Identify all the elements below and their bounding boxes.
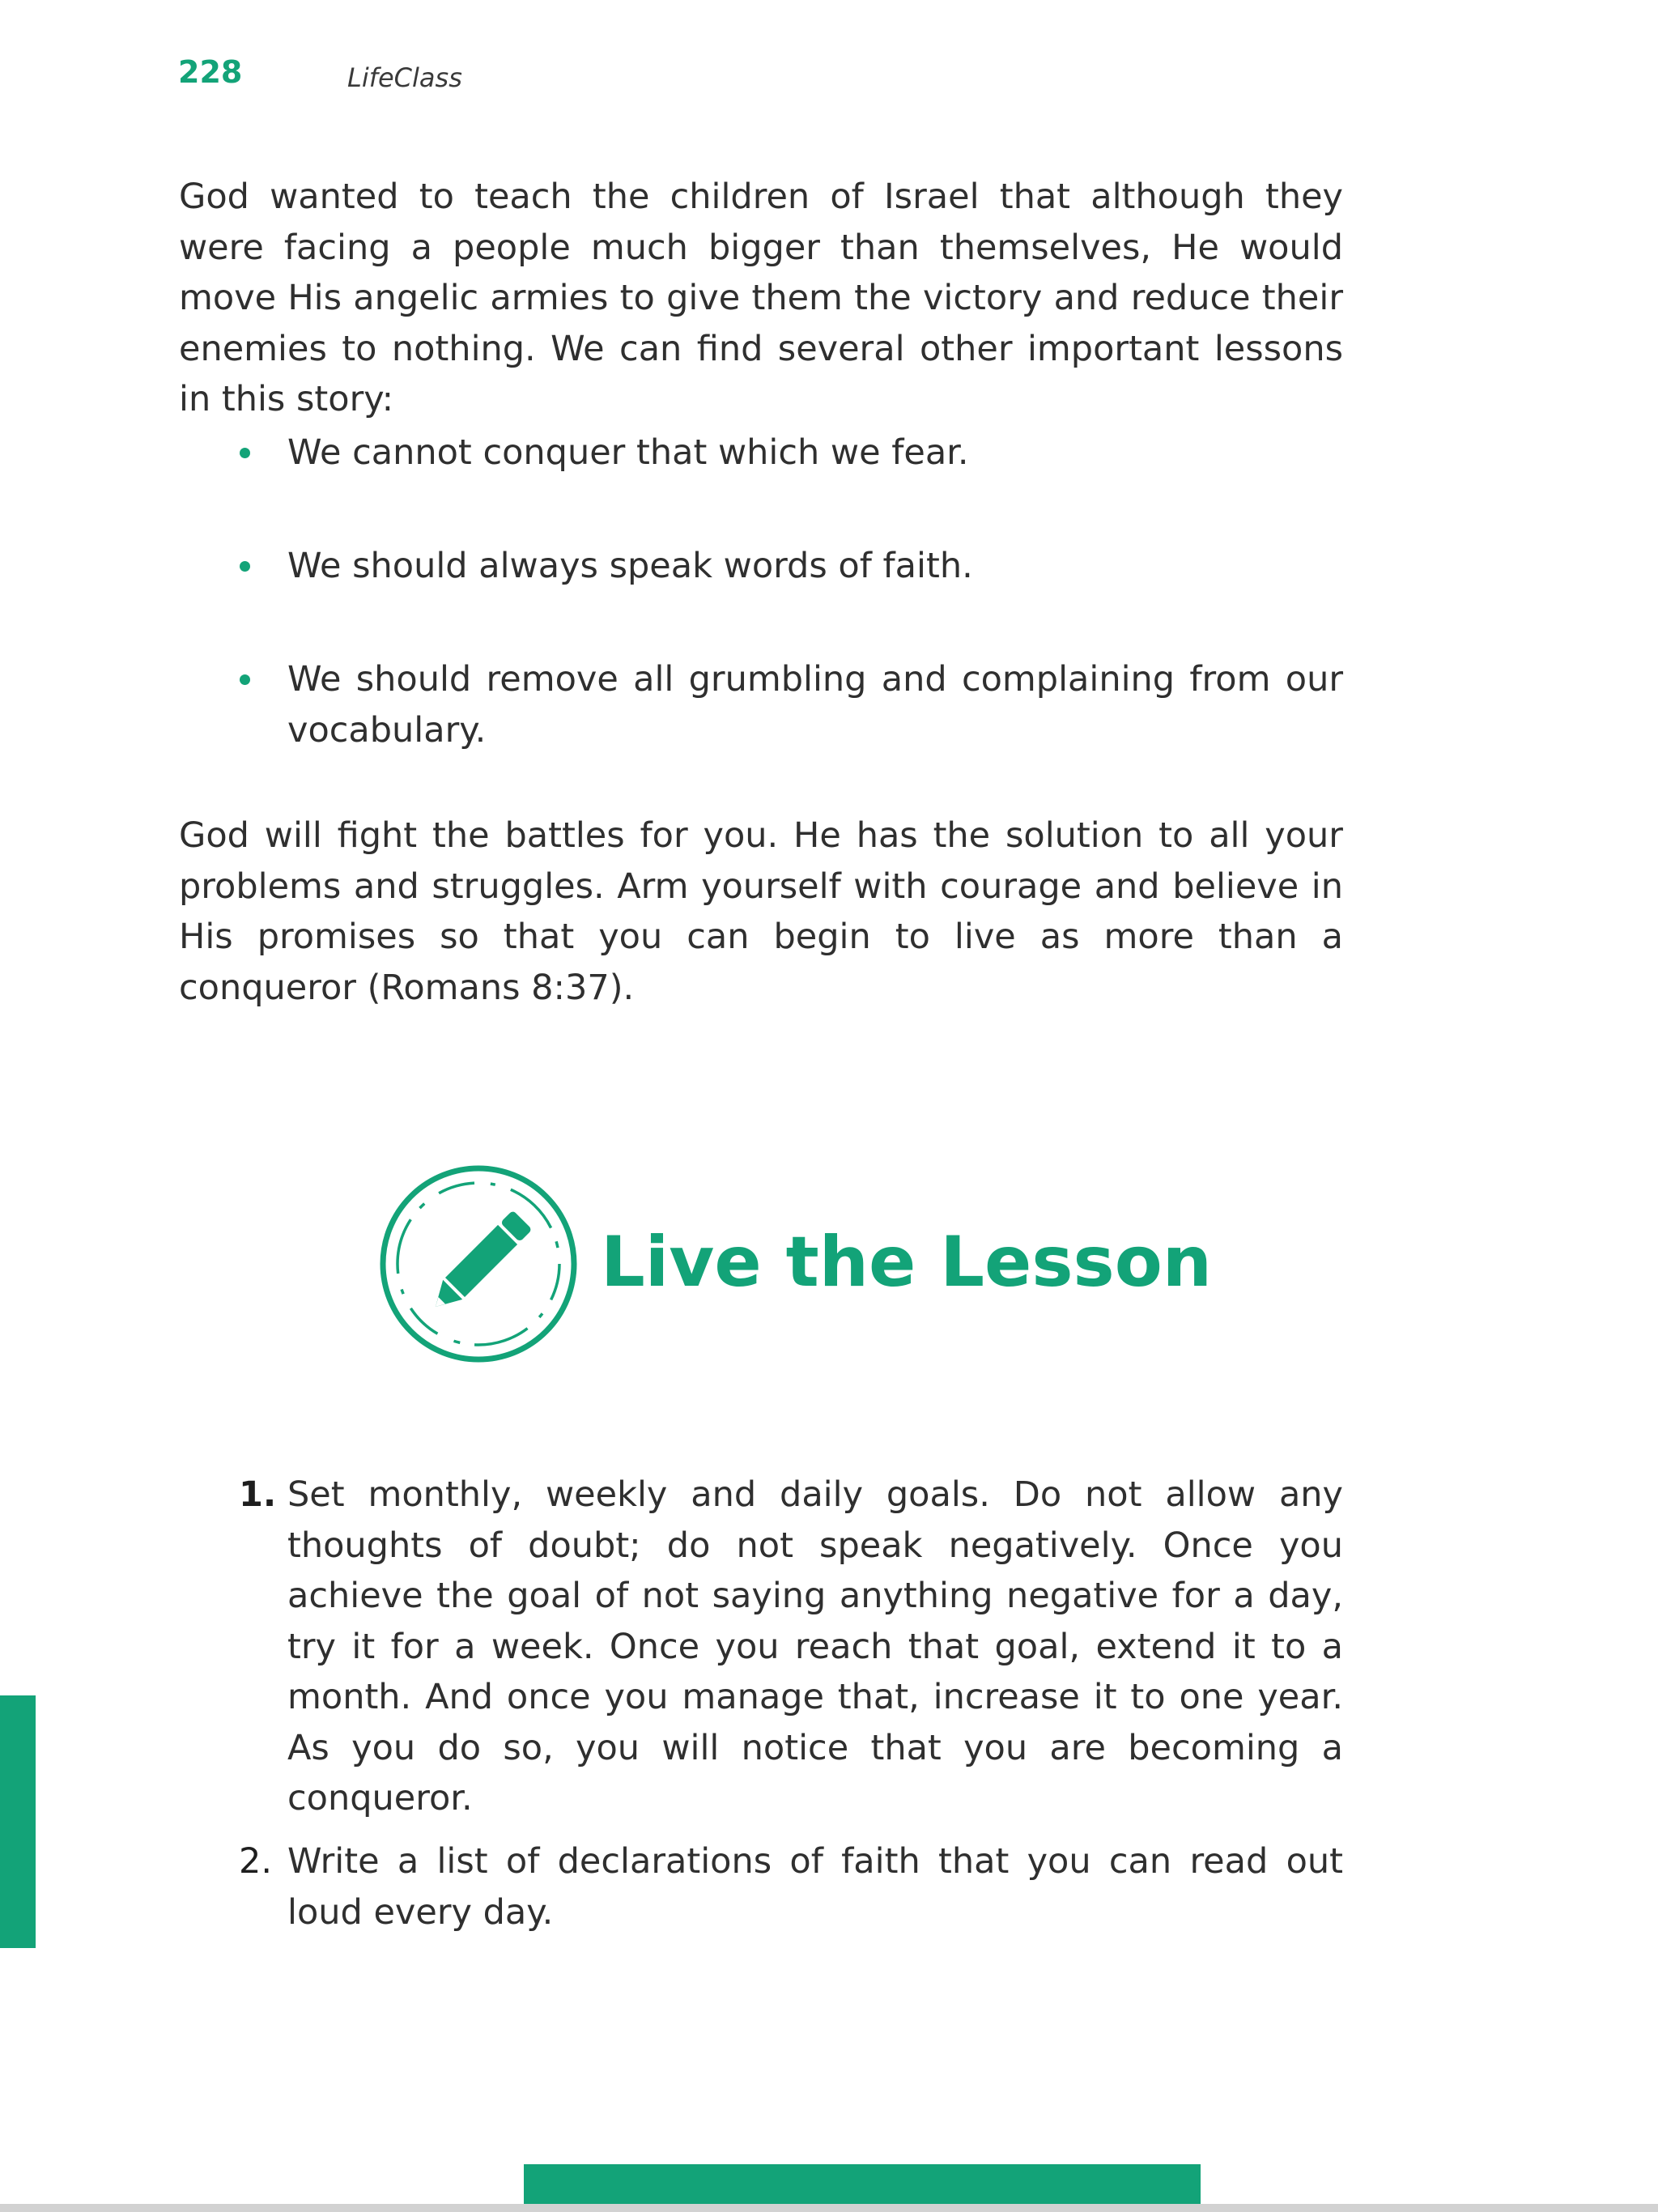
bullet-icon	[240, 448, 250, 458]
bottom-accent-bar	[524, 2164, 1201, 2205]
list-item-text: We should remove all grumbling and complaining from our vocabulary.	[287, 659, 1343, 751]
pencil-icon	[377, 1163, 580, 1365]
page-number: 228	[178, 54, 243, 90]
running-head: LifeClass	[347, 62, 462, 93]
bullet-icon	[240, 561, 250, 572]
numbered-item	[239, 1836, 1343, 1938]
item-text: Write a list of declarations of faith that you can read out loud every day.	[287, 1841, 1343, 1933]
list-item	[287, 428, 1343, 479]
bullet-icon	[240, 674, 250, 685]
list-item-text: We should always speak words of faith.	[287, 546, 973, 586]
list-item	[287, 654, 1343, 755]
numbered-item	[239, 1470, 1343, 1824]
list-item	[287, 541, 1343, 592]
live-the-lesson-heading	[377, 1163, 1213, 1365]
side-tab-marker	[0, 1695, 36, 1948]
closing-paragraph: God will fight the battles for you. He has the solution to all your problems and struggles. Arm yourself with courage and believe in His promises so that you can begin to live as more than a conqueror (Romans 8:37).	[179, 815, 1343, 1008]
list-item-text: We cannot conquer that which we fear.	[287, 432, 969, 473]
section-title: Live the Lesson	[601, 1222, 1213, 1303]
intro-paragraph: God wanted to teach the children of Israel that although they were facing a people much bigger than themselves, He would move His angelic armies to give them the victory and reduce their enemies to nothing. We can find several other important lessons in this story:	[179, 177, 1343, 419]
item-number: 2.	[239, 1841, 273, 1882]
page-bottom-edge	[0, 2204, 1658, 2212]
item-number: 1.	[239, 1474, 277, 1515]
item-text: Set monthly, weekly and daily goals. Do not allow any thoughts of doubt; do not speak negatively. Once you achieve the goal of not saying anything negative for a day, try it for a week. Once you reach that goal, extend it to a month. And once you manage that, increase it to one year. As you do so, you will notice that you are becoming a conqueror.	[287, 1474, 1343, 1819]
